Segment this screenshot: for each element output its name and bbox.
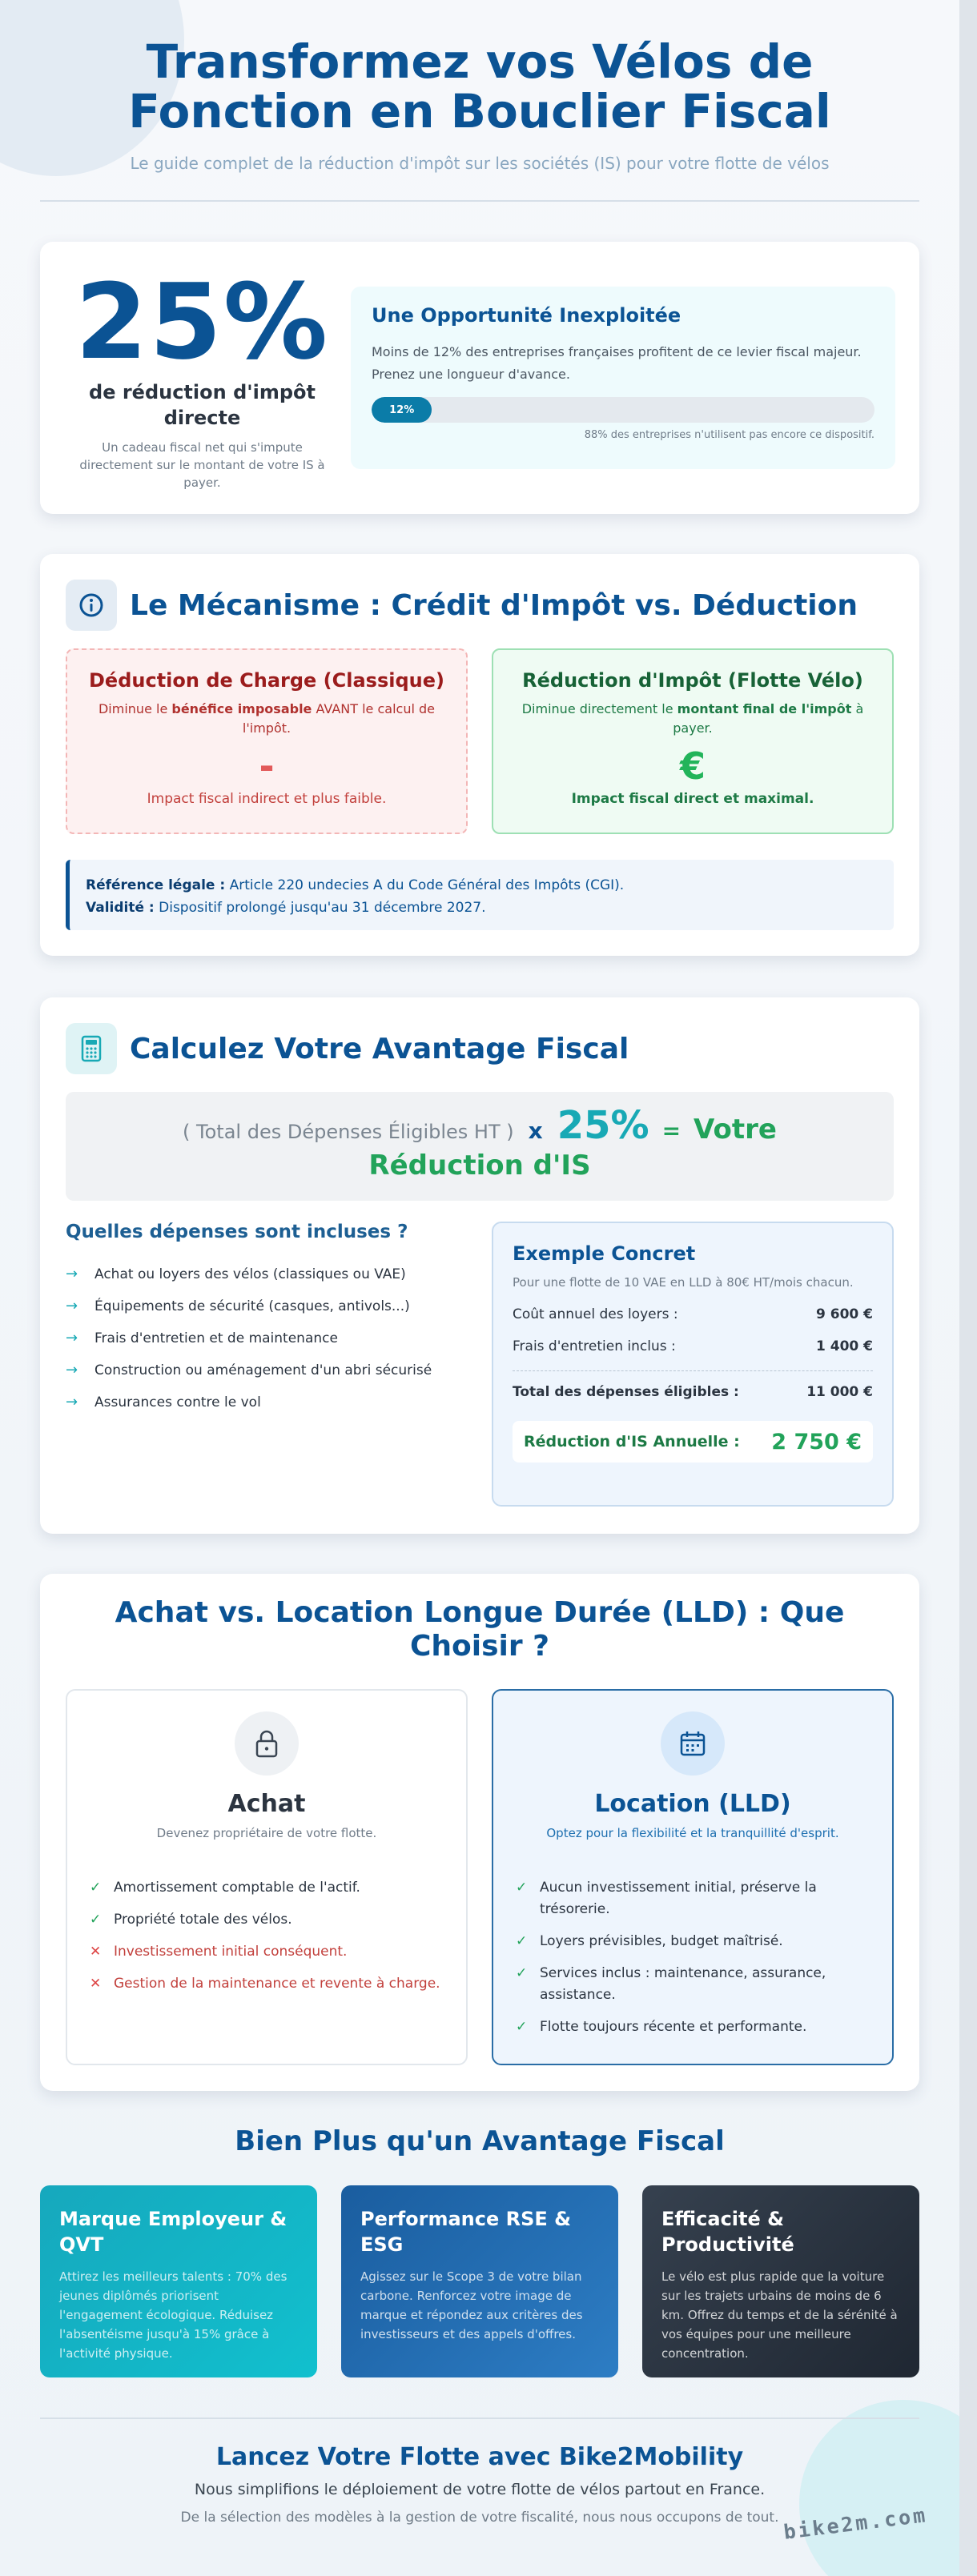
check-icon: ✓	[516, 1933, 528, 1949]
stat-label: de réduction d'impôt directe	[89, 381, 316, 429]
example-title: Exemple Concret	[513, 1242, 696, 1265]
example-result: Réduction d'IS Annuelle : 2 750 €	[513, 1421, 873, 1463]
formula-times: x	[528, 1117, 543, 1144]
benefit-card-efficiency	[642, 2185, 919, 2377]
list-item: ✓ Services inclus : maintenance, assurance, assistance.	[516, 1963, 870, 2006]
example-subtitle: Pour une flotte de 10 VAE en LLD à 80€ HT/mois chacun.	[513, 1275, 854, 1290]
check-icon: ✓	[90, 1880, 102, 1896]
formula-rate: 25%	[557, 1103, 649, 1148]
list-item: → Construction ou aménagement d'un abri sécurisé	[66, 1354, 466, 1386]
hero	[40, 34, 919, 173]
list-item: → Achat ou loyers des vélos (classiques ou VAE)	[66, 1258, 466, 1290]
list-item: ✓ Loyers prévisibles, budget maîtrisé.	[516, 1931, 870, 1952]
formula-result: Votre	[694, 1113, 777, 1146]
legal-reference: Référence légale : Article 220 undecies A du Code Général des Impôts (CGI). Validité : Dispositif prolongé jusqu'au 31 décembre 2027.	[66, 860, 894, 930]
list-item: ✓ Amortissement comptable de l'actif.	[90, 1877, 444, 1899]
formula-equals: =	[661, 1117, 681, 1144]
benefit-title: Marque Employeur & QVT	[59, 2208, 287, 2256]
reduction-desc: Diminue directement le montant final de l'impôt à payer.	[521, 701, 864, 736]
list-item: ✓ Propriété totale des vélos.	[90, 1909, 444, 1931]
stat-note: Un cadeau fiscal net qui s'impute directement sur le montant de votre IS à payer.	[79, 440, 325, 490]
deduction-box	[66, 648, 468, 834]
benefit-card-rse	[341, 2185, 618, 2377]
deduction-desc: Diminue le bénéfice imposable AVANT le calcul de l'impôt.	[98, 701, 435, 736]
opportunity-box	[351, 287, 895, 469]
section-header	[66, 580, 858, 631]
included-expenses	[66, 1222, 466, 1418]
page-title: Transformez vos Vélos de Fonction en Bouclier Fiscal	[128, 34, 831, 138]
section-title: Le Mécanisme : Crédit d'Impôt vs. Déduction	[130, 588, 858, 622]
arrow-right-icon: →	[66, 1330, 78, 1346]
benefit-title: Efficacité & Productivité	[661, 2208, 794, 2256]
euro-icon: €	[679, 744, 706, 788]
benefit-title: Performance RSE & ESG	[360, 2208, 572, 2256]
section-title: Achat vs. Location Longue Durée (LLD) : Que Choisir ?	[115, 1596, 845, 1663]
check-icon: ✓	[516, 1880, 528, 1896]
purchase-tagline: Devenez propriétaire de votre flotte.	[156, 1826, 377, 1840]
benefit-text: Agissez sur le Scope 3 de votre bilan carbone. Renforcez votre image de marque et répondez aux critères des investisseurs et des appels d'offres.	[360, 2269, 583, 2341]
list-item: → Frais d'entretien et de maintenance	[66, 1322, 466, 1354]
benefit-text: Attirez les meilleurs talents : 70% des jeunes diplômés priorisent l'engagement écologique. Réduisez l'absentéisme jusqu'à 15% grâce à l'activité physique.	[59, 2269, 287, 2361]
arrow-right-icon: →	[66, 1362, 78, 1378]
footer	[40, 2443, 919, 2526]
reduction-impact: Impact fiscal direct et maximal.	[571, 791, 814, 807]
footer-line: De la sélection des modèles à la gestion de votre fiscalité, nous nous occupons de tout.	[180, 2510, 779, 2526]
list-item: ✕ Gestion de la maintenance et revente à charge.	[90, 1973, 444, 1995]
formula-result: Réduction d'IS	[368, 1150, 591, 1182]
list-item: → Équipements de sécurité (casques, antivols...)	[66, 1290, 466, 1322]
example-row: Coût annuel des loyers : 9 600 €	[513, 1306, 873, 1322]
formula-base: ( Total des Dépenses Éligibles HT )	[183, 1121, 514, 1143]
minus-icon: -	[259, 744, 275, 788]
adoption-progress-fill: 12%	[372, 397, 432, 423]
lease-points	[516, 1877, 870, 2038]
opportunity-text: Moins de 12% des entreprises françaises profitent de ce levier fiscal majeur. Prenez une longueur d'avance.	[372, 344, 862, 382]
reduction-box	[492, 648, 894, 834]
lock-icon	[235, 1711, 299, 1776]
reduction-title: Réduction d'Impôt (Flotte Vélo)	[522, 669, 863, 692]
lease-title: Location (LLD)	[594, 1790, 791, 1818]
example-total: Total des dépenses éligibles : 11 000 €	[513, 1384, 873, 1400]
calculator-card	[40, 997, 919, 1534]
cross-icon: ✕	[90, 1944, 102, 1960]
cross-icon: ✕	[90, 1976, 102, 1992]
check-icon: ✓	[516, 1965, 528, 1981]
adoption-progress-bar	[372, 397, 874, 423]
lease-tagline: Optez pour la flexibilité et la tranquillité d'esprit.	[546, 1826, 839, 1840]
included-list	[66, 1258, 466, 1418]
list-item: → Assurances contre le vol	[66, 1386, 466, 1418]
calendar-icon	[661, 1711, 725, 1776]
stat-card	[40, 242, 919, 514]
list-item: ✕ Investissement initial conséquent.	[90, 1941, 444, 1963]
calculator-icon	[66, 1023, 117, 1074]
purchase-points	[90, 1877, 444, 1995]
purchase-option	[66, 1689, 468, 2065]
lease-option	[492, 1689, 894, 2065]
example-box	[492, 1222, 894, 1507]
benefit-text: Le vélo est plus rapide que la voiture sur les trajets urbains de moins de 6 km. Offrez du temps et de la sérénité à vos équipes pour une meilleure concentration.	[661, 2269, 898, 2361]
benefits-title: Bien Plus qu'un Avantage Fiscal	[235, 2125, 725, 2157]
divider	[40, 2418, 919, 2419]
opportunity-title: Une Opportunité Inexploitée	[372, 304, 681, 327]
purchase-title: Achat	[227, 1790, 306, 1818]
list-item: ✓ Flotte toujours récente et performante.	[516, 2016, 870, 2038]
deduction-title: Déduction de Charge (Classique)	[89, 669, 444, 692]
check-icon: ✓	[90, 1912, 102, 1928]
check-icon: ✓	[516, 2019, 528, 2035]
info-icon	[66, 580, 117, 631]
list-item: ✓ Aucun investissement initial, préserve la trésorerie.	[516, 1877, 870, 1920]
progress-caption: 88% des entreprises n'utilisent pas encore ce dispositif.	[584, 429, 874, 441]
arrow-right-icon: →	[66, 1298, 78, 1314]
footer-line: Nous simplifions le déploiement de votre flotte de vélos partout en France.	[194, 2481, 766, 2498]
deduction-impact: Impact fiscal indirect et plus faible.	[147, 791, 387, 807]
mechanism-card	[40, 554, 919, 956]
stat-value: 25%	[74, 261, 330, 383]
section-header	[66, 1023, 629, 1074]
arrow-right-icon: →	[66, 1394, 78, 1410]
included-title: Quelles dépenses sont incluses ?	[66, 1222, 408, 1242]
brand-watermark: bike2m.com	[782, 2503, 929, 2544]
divider	[40, 200, 919, 202]
example-row: Frais d'entretien inclus : 1 400 €	[513, 1338, 873, 1354]
tax-formula	[66, 1092, 894, 1201]
arrow-right-icon: →	[66, 1266, 78, 1282]
stat-block	[72, 261, 332, 492]
footer-title: Lancez Votre Flotte avec Bike2Mobility	[215, 2443, 744, 2471]
choice-card	[40, 1574, 919, 2091]
page-subtitle: Le guide complet de la réduction d'impôt sur les sociétés (IS) pour votre flotte de vélos	[130, 154, 830, 173]
section-title: Calculez Votre Avantage Fiscal	[130, 1032, 629, 1065]
benefit-card-employer	[40, 2185, 317, 2377]
